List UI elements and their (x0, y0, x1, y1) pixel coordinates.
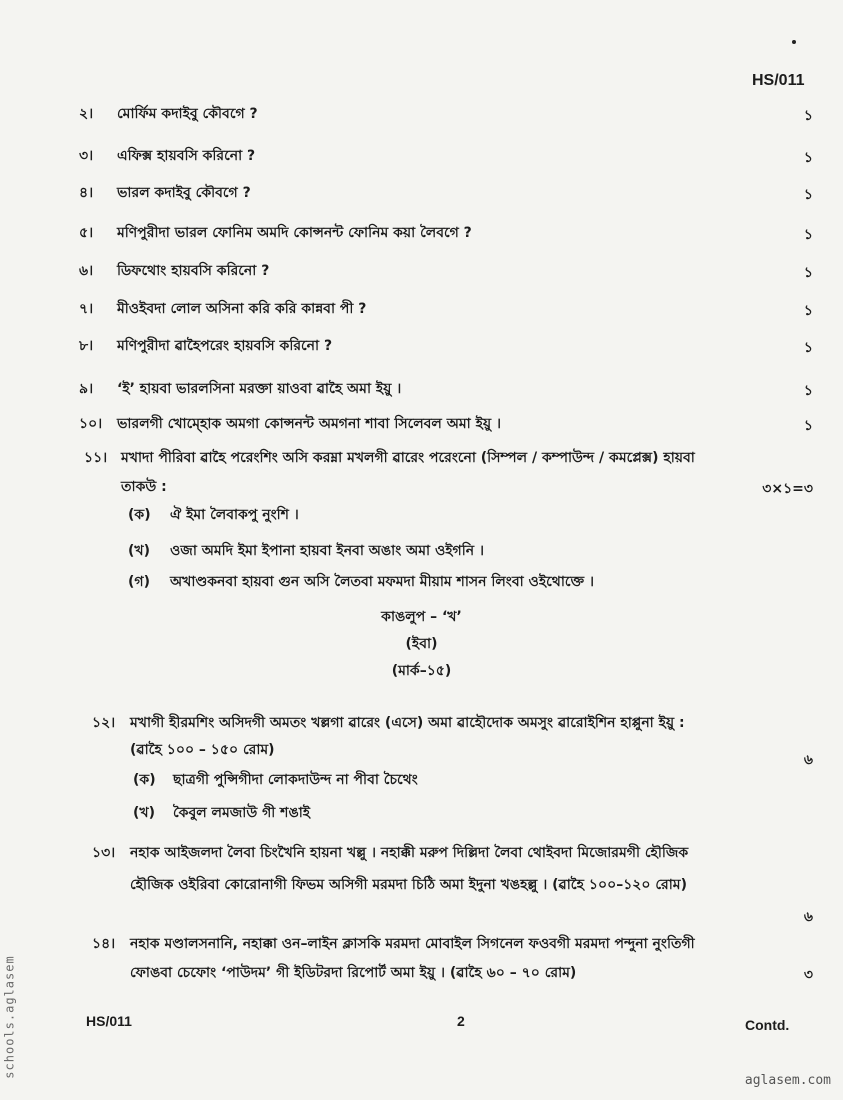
question-marks: ১ (803, 108, 813, 124)
sub-item-text: ছাত্রগী পুন্সিগীদা লোকদাউন্দ না পীবা চৈথেং (173, 772, 418, 788)
question-marks: ১ (803, 227, 813, 243)
question-marks: ১ (803, 383, 813, 399)
question-number: ১৩। (92, 845, 116, 861)
question-text-continued: ফোঙবা চেফোং ‘পাউদম’ গী ইডিটরদা রিপোর্ট অমা ইয়ু । (ৱাহৈ ৬০ – ৭০ রোম) (130, 965, 577, 981)
ink-dot (792, 40, 796, 44)
question-row (0, 221, 843, 247)
section-title: কাঙলুপ – ‘খ’ (381, 609, 462, 625)
question-text: মণিপুরীদা ভারল ফোনিম অমদি কোন্সনন্ট ফোনিম কয়া লৈবগে ? (117, 225, 472, 241)
question-marks: ৩×১=৩ (762, 481, 813, 497)
question-row (0, 259, 843, 285)
page-number: 2 (457, 1013, 465, 1029)
question-row (0, 377, 843, 403)
corner-watermark: aglasem.com (744, 1073, 831, 1088)
question-text-continued: তাকউ : (121, 479, 167, 495)
question-text: মখাদা পীরিবা ৱাহৈ পরেংশিং অসি করম্না মখলগী ৱারেং পরেংনো (সিম্পল / কম্পাউন্দ / কমপ্লেক্স) হায়বা (121, 450, 695, 466)
question-text-continued: হৌজিক ওইরিবা কোরোনাগী ফিভম অসিগী মরমদা চিঠি অমা ইদুনা খঙহল্লু । (ৱাহৈ ১০০–১২০ রোম) (130, 877, 687, 893)
question-row (0, 144, 843, 170)
question-number: ৮। (79, 338, 94, 354)
question-number: ৯। (79, 381, 94, 397)
question-number: ৪। (79, 185, 94, 201)
question-marks: ১ (803, 265, 813, 281)
question-text: ‘ই’ হায়বা ভারলসিনা মরক্তা য়াওবা ৱাহৈ অমা ইয়ু । (117, 381, 402, 397)
question-number: ৭। (79, 301, 94, 317)
question-text: মীওইবদা লোল অসিনা করি করি কান্নবা পী ? (117, 301, 367, 317)
sub-item-text: ওজা অমদি ইমা ইপানা হায়বা ইনবা অঙাং অমা ওইগনি । (170, 543, 484, 559)
question-marks: ৩ (803, 967, 813, 983)
sub-item-label: (ক) (133, 772, 156, 788)
section-subtitle: (ইবা) (405, 636, 438, 652)
question-marks: ১ (803, 418, 813, 434)
question-number: ৫। (79, 225, 94, 241)
sub-item-text: কৈবুল লমজাউ গী শঙাই (173, 805, 311, 821)
paper-code-footer: HS/011 (86, 1013, 132, 1029)
question-text: মোর্ফিম কদাইবু কৌবগে ? (117, 106, 258, 122)
sub-item-label: (খ) (133, 805, 155, 821)
section-marks: (মার্ক–১৫) (391, 663, 452, 679)
question-number: ৩। (79, 148, 94, 164)
question-marks: ৬ (803, 909, 813, 925)
continued-label: Contd. (745, 1017, 790, 1033)
question-number: ১২। (92, 715, 116, 731)
question-text: ভারলগী খোম্হোক অমগা কোন্সনন্ট অমগনা শাবা সিলেবল অমা ইয়ু । (117, 416, 501, 432)
question-marks: ১ (803, 187, 813, 203)
question-marks: ৬ (803, 752, 813, 768)
question-text: নহাক মণ্ডালসনানি, নহাক্কা ওন–লাইন ক্লাসকি মরমদা মোবাইল সিগনেল ফওবগী মরমদা পন্দুনা নুংতিগী (130, 936, 695, 952)
question-number: ৬। (79, 263, 94, 279)
sub-item-text: অখাণ্ডকনবা হায়বা গুন অসি লৈতবা মফমদা মীয়াম শাসন লিংবা ওইথোক্তে । (170, 574, 594, 590)
question-number: ১৪। (92, 936, 116, 952)
question-text: মখাগী হীরমশিং অসিদগী অমতং খল্লগা ৱারেং (এসে) অমা ৱাহৌদোক অমসুং ৱারোইশিন হাপ্পুনা ইয়ু : (130, 715, 685, 731)
question-text: ডিফথোং হায়বসি করিনো ? (117, 263, 270, 279)
question-marks: ১ (803, 303, 813, 319)
question-row (0, 181, 843, 207)
question-word-limit: (ৱাহৈ ১০০ – ১৫০ রোম) (130, 742, 275, 758)
question-row (0, 334, 843, 360)
question-text: মণিপুরীদা ৱাহৈপরেং হায়বসি করিনো ? (117, 338, 333, 354)
paper-code-header: HS/011 (752, 72, 805, 89)
sub-item-label: (ক) (128, 507, 151, 523)
question-marks: ১ (803, 150, 813, 166)
side-watermark: schools.aglasem (2, 955, 17, 1079)
sub-item-label: (খ) (128, 543, 150, 559)
question-text: ভারল কদাইবু কৌবগে ? (117, 185, 251, 201)
question-number: ১১। (84, 450, 108, 466)
question-row (0, 102, 843, 128)
question-number: ১০। (79, 416, 103, 432)
question-row (0, 297, 843, 323)
question-text: নহাক আইজলদা লৈবা চিংখৈনি হায়না খল্লু । নহাক্কী মরুপ দিল্লিদা লৈবা থোইবদা মিজোরমগী হৌজিক (130, 845, 689, 861)
sub-item-label: (গ) (128, 574, 150, 590)
question-number: ২। (79, 106, 94, 122)
question-text: এফিক্স হায়বসি করিনো ? (117, 148, 256, 164)
sub-item-text: ঐ ইমা লৈবাকপু নুংশি । (170, 507, 299, 523)
question-row (0, 412, 843, 438)
question-marks: ১ (803, 340, 813, 356)
